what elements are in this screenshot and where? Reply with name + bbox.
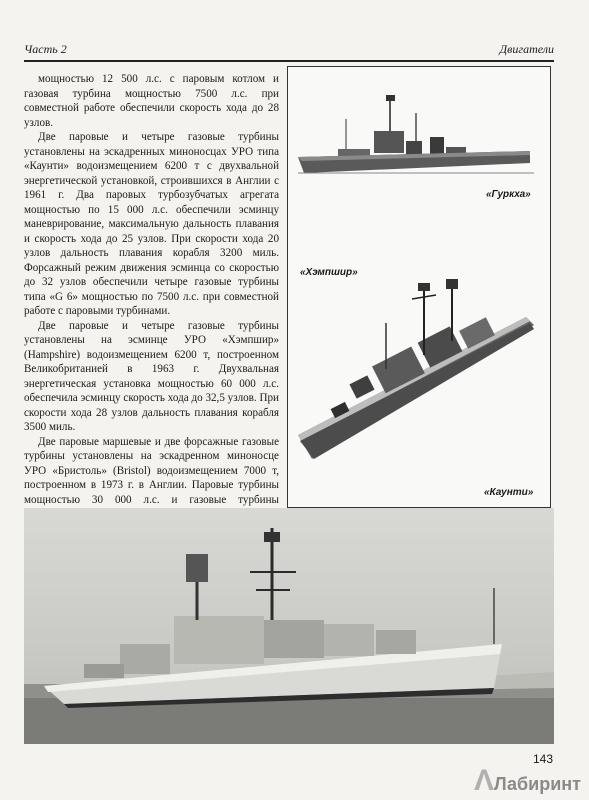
section-label: Двигатели bbox=[499, 42, 554, 56]
destroyer-photo-illustration bbox=[24, 508, 554, 744]
caption-county: «Каунти» bbox=[484, 487, 534, 498]
paragraph: мощностью 12 500 л.с. с паровым котлом и газовая турбина мощностью 7500 л.с. при совместной работе обеспечили скорость хода до 28 узлов. bbox=[24, 73, 279, 129]
running-header bbox=[24, 40, 554, 62]
caption-gurkha: «Гуркха» bbox=[486, 189, 531, 200]
paragraph: Две паровые и четыре газовые турбины установлены на эскадренных миноносцах УРО типа «Каунти» водоизмещением 6200 т с двухвальной энергетической установкой, строившихся в Англии с 1961 г. Два паровых турбозубчатых агрегата мощностью по 15 000 л.с. обеспечили эсминцу маневрирование, максимальную дальность плавания и скорость хода до 25 узлов. При скорости хода 20 узлов дальность плавания корабля 3200 миль. Форсажный режим движения эсминца со скоростью до 32 узлов обеспечили четыре газовые турбины типа «G 6» мощностью по 7500 л.с. при совместной работе с паровыми турбинами. bbox=[24, 131, 279, 317]
watermark-logo bbox=[474, 764, 581, 798]
paragraph: Две паровые и четыре газовые турбины установлены на эсминце УРО «Хэмпшир» (Hampshire) водоизмещением 6200 т, построенном Великобританией в 1963 г. Двухвальная энергетическая установка мощностью 60 000 л.с. обеспечила эсминцу скорость хода до 32,5 узлов. При скорости хода 28 узлов дальность плавания корабля 3500 миль. bbox=[24, 319, 279, 433]
paragraph: Две паровые маршевые и две форсажные газовые турбины установлены на эскадренном миноносце УРО «Бристоль» (Bristol) водоизмещением 7000 т, построенном в 1973 г. в Англии. Паровые турбины мощностью 30 000 л.с. и газовые турбины bbox=[24, 435, 279, 506]
page-number: 143 bbox=[532, 752, 553, 766]
chapter-label: Часть 2 bbox=[24, 42, 67, 56]
illustration-frame bbox=[287, 66, 551, 508]
body-text bbox=[24, 72, 279, 565]
watermark-text: Лабиринт bbox=[493, 774, 581, 794]
logo-icon: Λ bbox=[473, 764, 494, 797]
hampshire-illustration bbox=[292, 259, 546, 469]
caption-hampshire: «Хэмпшир» bbox=[300, 267, 358, 278]
destroyer-photo bbox=[24, 508, 554, 744]
gurkha-illustration bbox=[294, 91, 544, 187]
